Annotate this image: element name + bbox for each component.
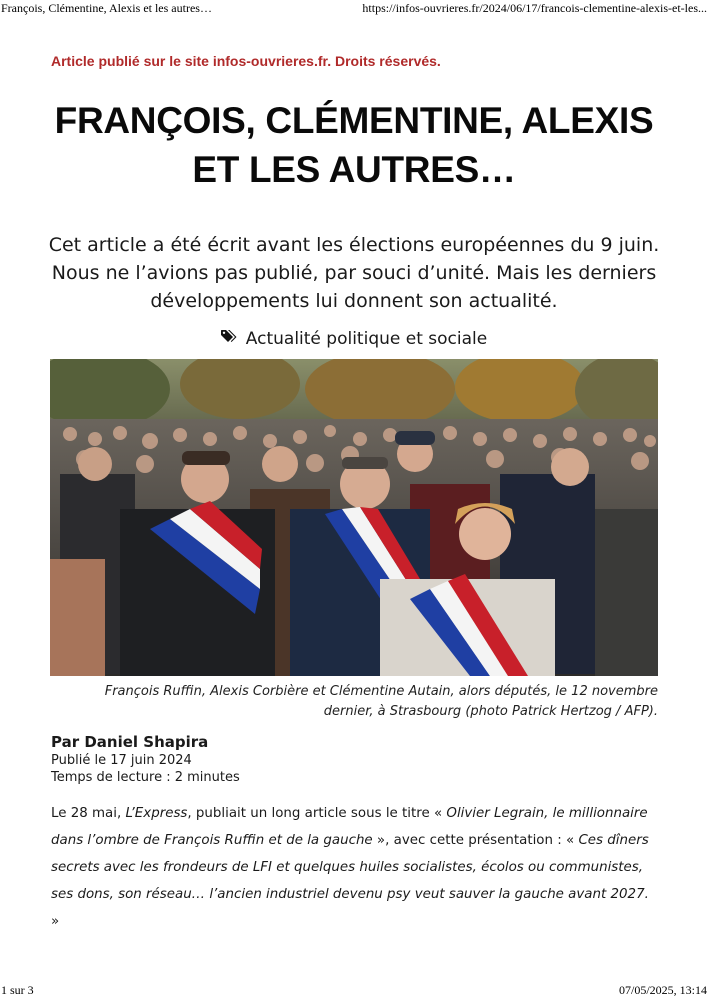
article-photo	[50, 359, 658, 676]
category-label: Actualité politique et sociale	[245, 329, 488, 349]
photo-caption: François Ruffin, Alexis Corbière et Clémentine Autain, alors députés, le 12 novembre dernier, à Strasbourg (photo Patrick Hertzog / AFP).	[104, 684, 658, 719]
print-header	[0, 0, 708, 16]
rights-notice: Article publié sur le site infos-ouvrieres.fr. Droits réservés.	[51, 53, 441, 69]
publish-date: Publié le 17 juin 2024	[51, 753, 192, 768]
print-footer	[0, 984, 708, 1000]
print-header-title: François, Clémentine, Alexis et les autres…	[1, 1, 212, 15]
article-title-line2: ET LES AUTRES…	[192, 149, 516, 190]
body-text-run: »	[51, 914, 60, 929]
body-text-run: , publiait un long article sous le titre «	[187, 806, 447, 821]
body-text-emphasis: L’Express	[125, 806, 188, 821]
body-text-run: Le 28 mai,	[51, 806, 126, 821]
article-paragraph	[51, 800, 660, 935]
page-number: 1 sur 3	[1, 983, 34, 997]
category-tag[interactable]	[0, 329, 708, 349]
print-header-url: https://infos-ouvrieres.fr/2024/06/17/francois-clementine-alexis-et-les...	[362, 1, 707, 15]
body-text-emphasis: Ces dîners secrets avec les frondeurs de LFI et quelques huiles socialistes, écolos ou communistes, ses dons, son réseau… l’ancien industriel devenu psy veut sauver la gauche avant 2027.	[51, 833, 649, 902]
body-text-run: », avec cette présentation : «	[372, 833, 579, 848]
article-lead: Cet article a été écrit avant les élections européennes du 9 juin. Nous ne l’avions pas publié, par souci d’unité. Mais les derniers développements lui donnent son actualité.	[48, 234, 660, 312]
reading-time: Temps de lecture : 2 minutes	[51, 770, 240, 785]
body-text-emphasis: Olivier Legrain, le millionnaire dans l’ombre de François Ruffin et de la gauche	[51, 806, 648, 848]
tags-icon	[221, 328, 238, 348]
author-link[interactable]: Par Daniel Shapira	[51, 733, 209, 751]
byline	[51, 733, 240, 786]
article-title	[30, 96, 678, 194]
article-title-line1: FRANÇOIS, CLÉMENTINE, ALEXIS	[54, 100, 654, 141]
print-datetime: 07/05/2025, 13:14	[618, 983, 707, 997]
